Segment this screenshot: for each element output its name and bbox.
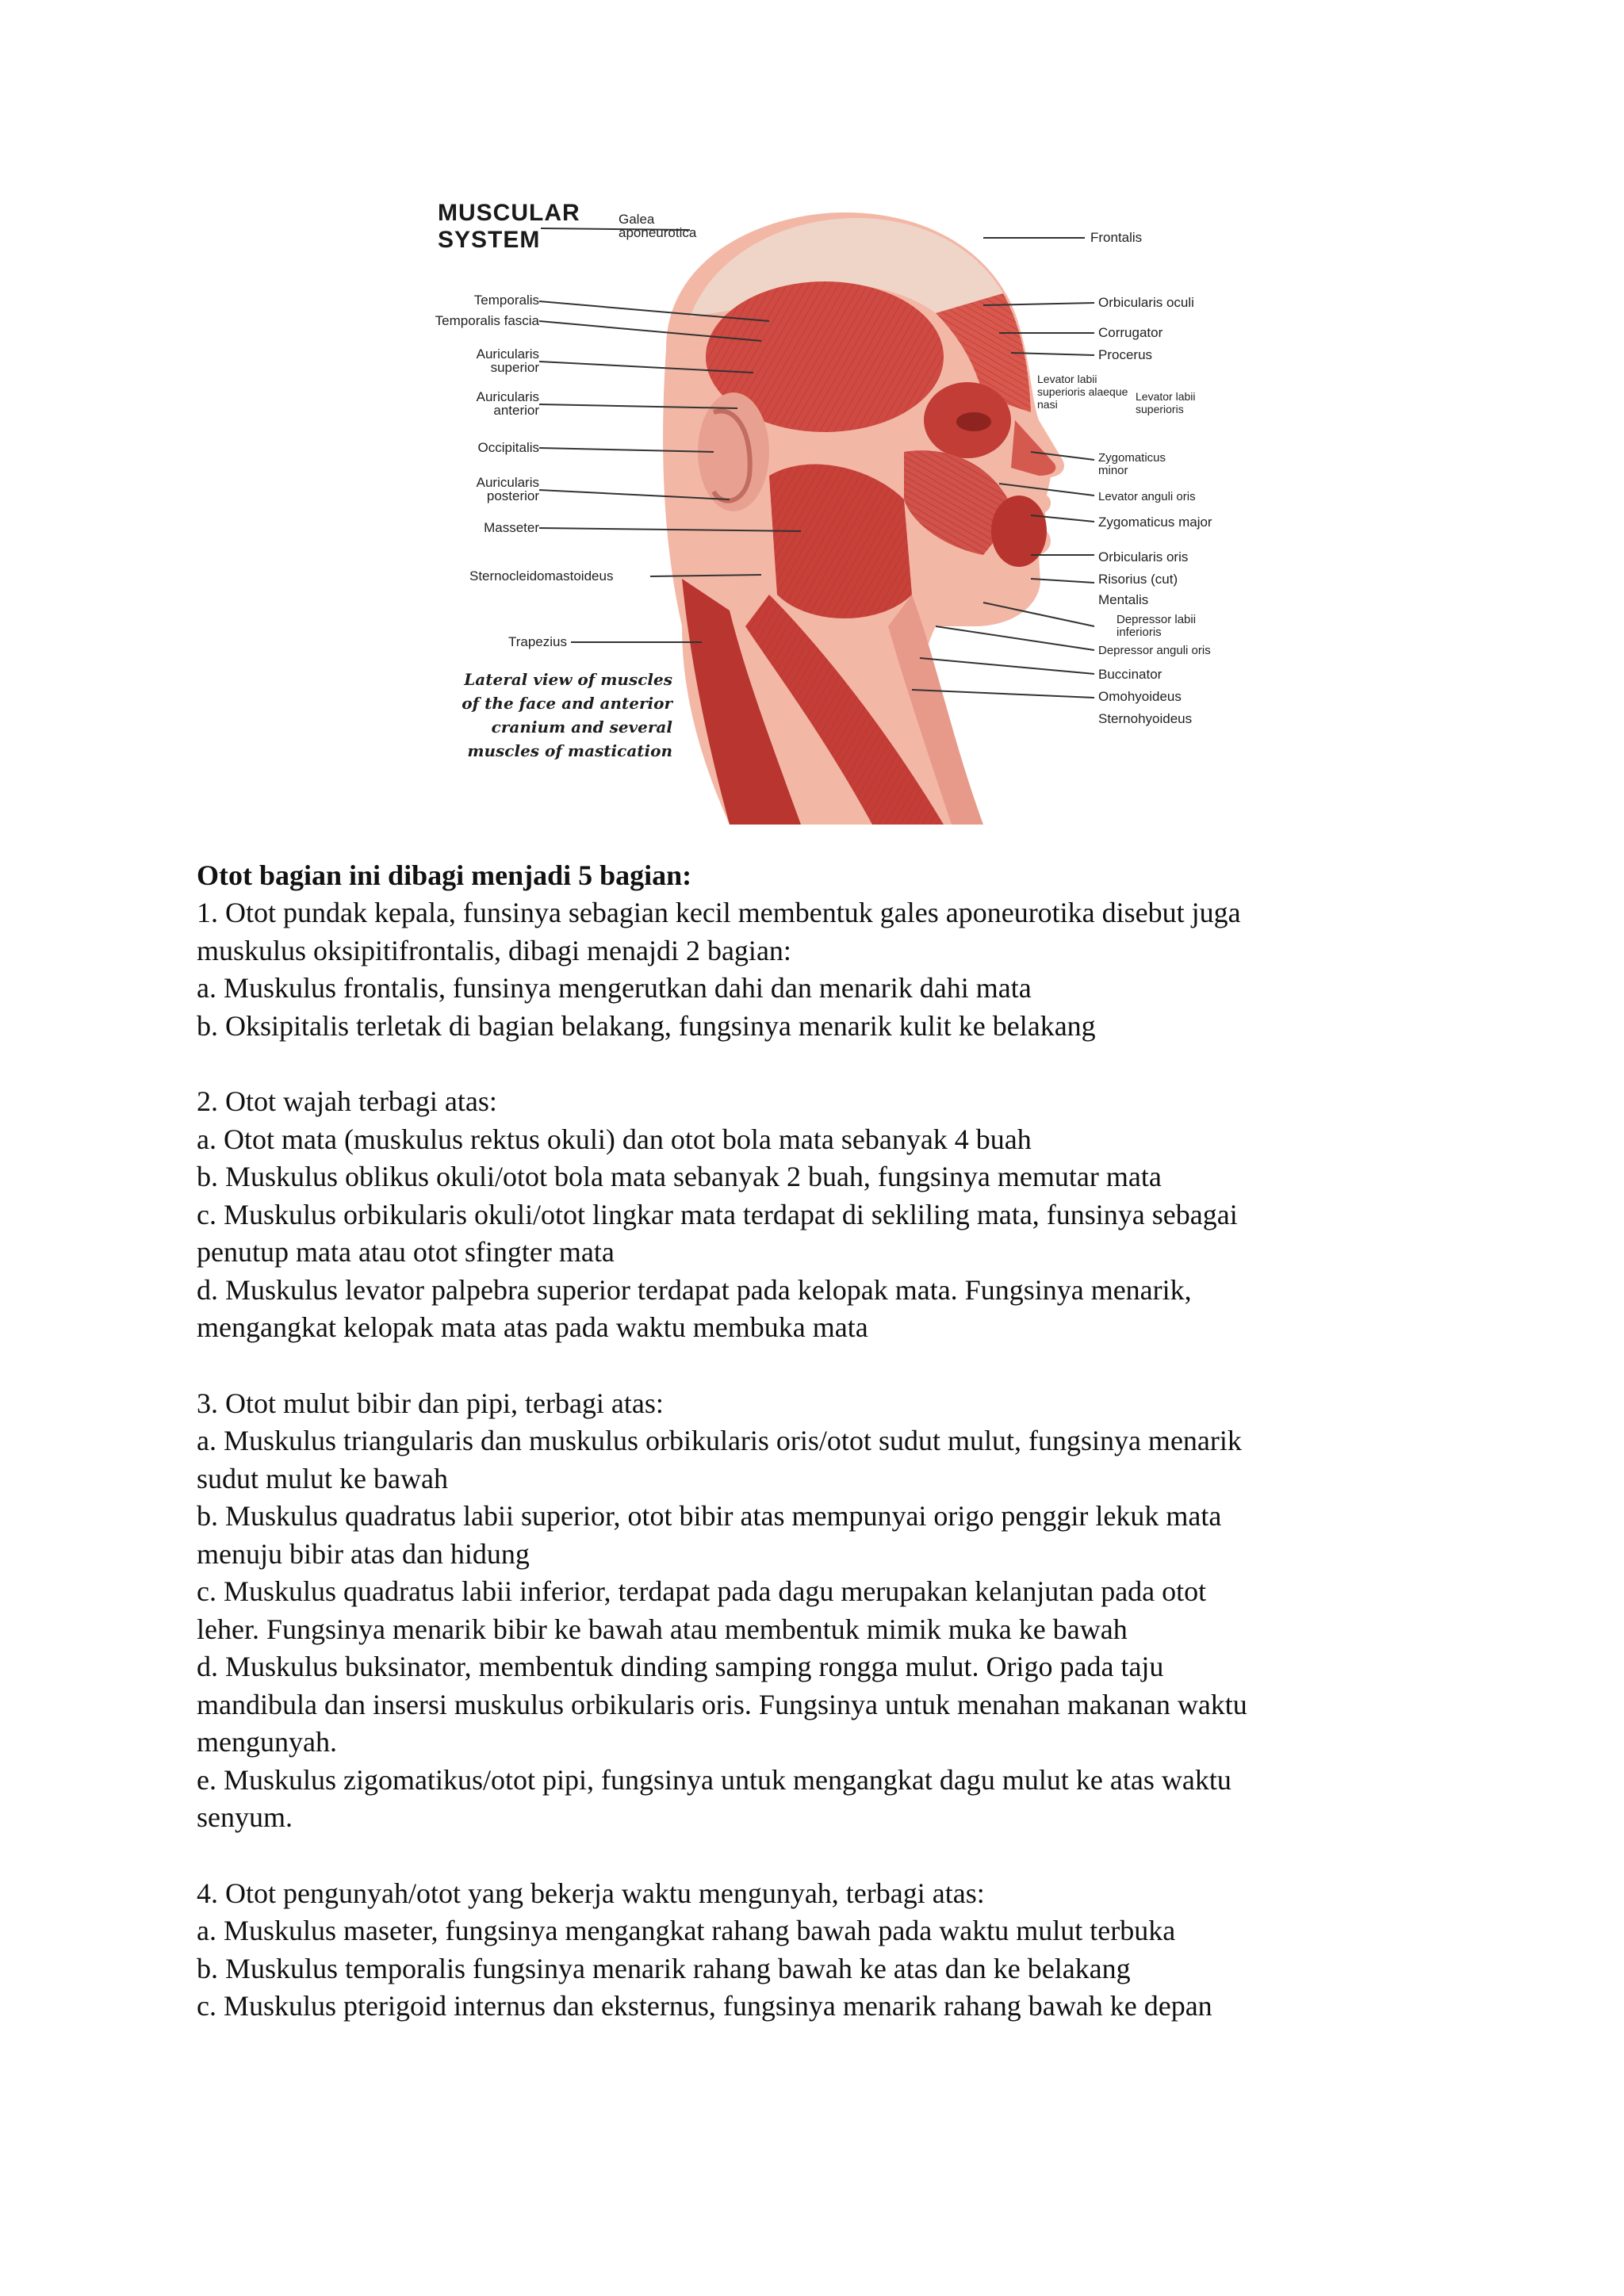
paragraph-1	[197, 894, 1434, 1045]
paragraph-4	[197, 1875, 1434, 2026]
label-temporalis: Temporalis	[473, 293, 539, 308]
text-line: b. Muskulus oblikus okuli/otot bola mata sebanyak 2 buah, fungsinya memutar mata	[197, 1161, 1162, 1192]
label-frontalis: Frontalis	[1090, 230, 1143, 245]
text-line: d. Muskulus buksinator, membentuk dinding samping rongga mulut. Origo pada taju	[197, 1651, 1164, 1682]
figure-title: MUSCULAR SYSTEM	[438, 200, 580, 253]
text-line: mandibula dan insersi muskulus orbikularis oris. Fungsinya untuk menahan makanan waktu	[197, 1688, 1247, 1720]
text-line: d. Muskulus levator palpebra superior terdapat pada kelopak mata. Fungsinya menarik,	[197, 1273, 1192, 1306]
label-masseter: Masseter	[484, 520, 539, 535]
label-temporalis-fascia: Temporalis fascia	[435, 313, 539, 328]
text-line: 4. Otot pengunyah/otot yang bekerja waktu mengunyah, terbagi atas:	[197, 1877, 985, 1909]
label-procerus: Procerus	[1098, 347, 1153, 362]
label-omohyoideus: Omohyoideus	[1098, 689, 1182, 704]
text-line: menuju bibir atas dan hidung	[197, 1537, 530, 1570]
text-line: b. Muskulus quadratus labii superior, otot bibir atas mempunyai origo penggir lekuk mata	[197, 1500, 1222, 1532]
label-sternohyoideus: Sternohyoideus	[1098, 711, 1193, 726]
text-line: penutup mata atau otot sfingter mata	[197, 1236, 615, 1268]
text-line: leher. Fungsinya menarik bibir ke bawah atau membentuk mimik muka ke bawah	[197, 1613, 1128, 1645]
label-occipitalis: Occipitalis	[477, 440, 539, 455]
paragraph-2	[197, 1083, 1434, 1347]
paragraph-3	[197, 1385, 1434, 1837]
label-trapezius: Trapezius	[508, 634, 567, 649]
text-line: a. Otot mata (muskulus rektus okuli) dan otot bola mata sebanyak 4 buah	[197, 1123, 1032, 1155]
label-depressor-anguli-oris: Depressor anguli oris	[1098, 644, 1211, 657]
label-zygomaticus-major: Zygomaticus major	[1098, 515, 1212, 530]
label-levator-labii-superioris: Levator labii superioris	[1136, 390, 1196, 415]
text-line: mengangkat kelopak mata atas pada waktu membuka mata	[197, 1311, 868, 1343]
muscular-system-figure	[428, 182, 1221, 825]
label-galea-aponeurotica: Galea aponeurotica	[619, 212, 697, 240]
orbicularis-oris-shape	[991, 496, 1047, 567]
label-auricularis-anterior: Auricularis anterior	[476, 389, 539, 418]
figure-caption: Lateral view of muscles of the face and anterior cranium and several muscles of mastication	[462, 670, 672, 760]
text-line: senyum.	[197, 1801, 293, 1833]
label-risorius: Risorius (cut)	[1098, 572, 1178, 587]
text-line: 1. Otot pundak kepala, funsinya sebagian kecil membentuk gales aponeurotika disebut juga	[197, 897, 1241, 928]
text-line: sudut mulut ke bawah	[197, 1462, 448, 1494]
label-buccinator: Buccinator	[1098, 667, 1162, 682]
text-line: c. Muskulus orbikularis okuli/otot lingkar mata terdapat di sekliling mata, funsinya sebagai	[197, 1198, 1238, 1230]
text-line: b. Oksipitalis terletak di bagian belakang, fungsinya menarik kulit ke belakang	[197, 1009, 1096, 1042]
text-line: mengunyah.	[197, 1726, 337, 1758]
text-line: c. Muskulus quadratus labii inferior, terdapat pada dagu merupakan kelanjutan pada otot	[197, 1575, 1207, 1607]
label-zygomaticus-minor: Zygomaticus minor	[1098, 451, 1166, 477]
text-line: e. Muskulus zigomatikus/otot pipi, fungsinya untuk mengangkat dagu mulut ke atas waktu	[197, 1763, 1231, 1796]
text-line: a. Muskulus maseter, fungsinya mengangkat rahang bawah pada waktu mulut terbuka	[197, 1915, 1176, 1946]
label-levator-labii-alaeque-nasi: Levator labii superioris alaeque nasi	[1037, 373, 1128, 411]
label-orbicularis-oculi: Orbicularis oculi	[1098, 295, 1194, 310]
label-levator-anguli-oris: Levator anguli oris	[1098, 490, 1196, 503]
label-sternocleidomastoideus: Sternocleidomastoideus	[469, 568, 614, 584]
label-orbicularis-oris: Orbicularis oris	[1098, 549, 1189, 564]
label-depressor-labii-inferioris: Depressor labii inferioris	[1116, 613, 1197, 639]
label-corrugator: Corrugator	[1098, 325, 1163, 340]
text-line: a. Muskulus frontalis, funsinya mengerutkan dahi dan menarik dahi mata	[197, 972, 1032, 1004]
text-line: 2. Otot wajah terbagi atas:	[197, 1085, 497, 1117]
document-text	[197, 856, 1434, 2064]
text-line: c. Muskulus pterigoid internus dan eksternus, fungsinya menarik rahang bawah ke depan	[197, 1990, 1212, 2022]
text-line: muskulus oksipitifrontalis, dibagi menajdi 2 bagian:	[197, 934, 791, 966]
text-line: a. Muskulus triangularis dan muskulus orbikularis oris/otot sudut mulut, fungsinya menarik	[197, 1425, 1242, 1456]
text-line: 3. Otot mulut bibir dan pipi, terbagi atas:	[197, 1387, 664, 1419]
text-line: b. Muskulus temporalis fungsinya menarik rahang bawah ke atas dan ke belakang	[197, 1952, 1131, 1984]
section-heading: Otot bagian ini dibagi menjadi 5 bagian:	[197, 859, 692, 891]
label-auricularis-superior: Auricularis superior	[476, 346, 539, 375]
label-mentalis: Mentalis	[1098, 592, 1149, 607]
label-auricularis-posterior: Auricularis posterior	[476, 475, 539, 503]
